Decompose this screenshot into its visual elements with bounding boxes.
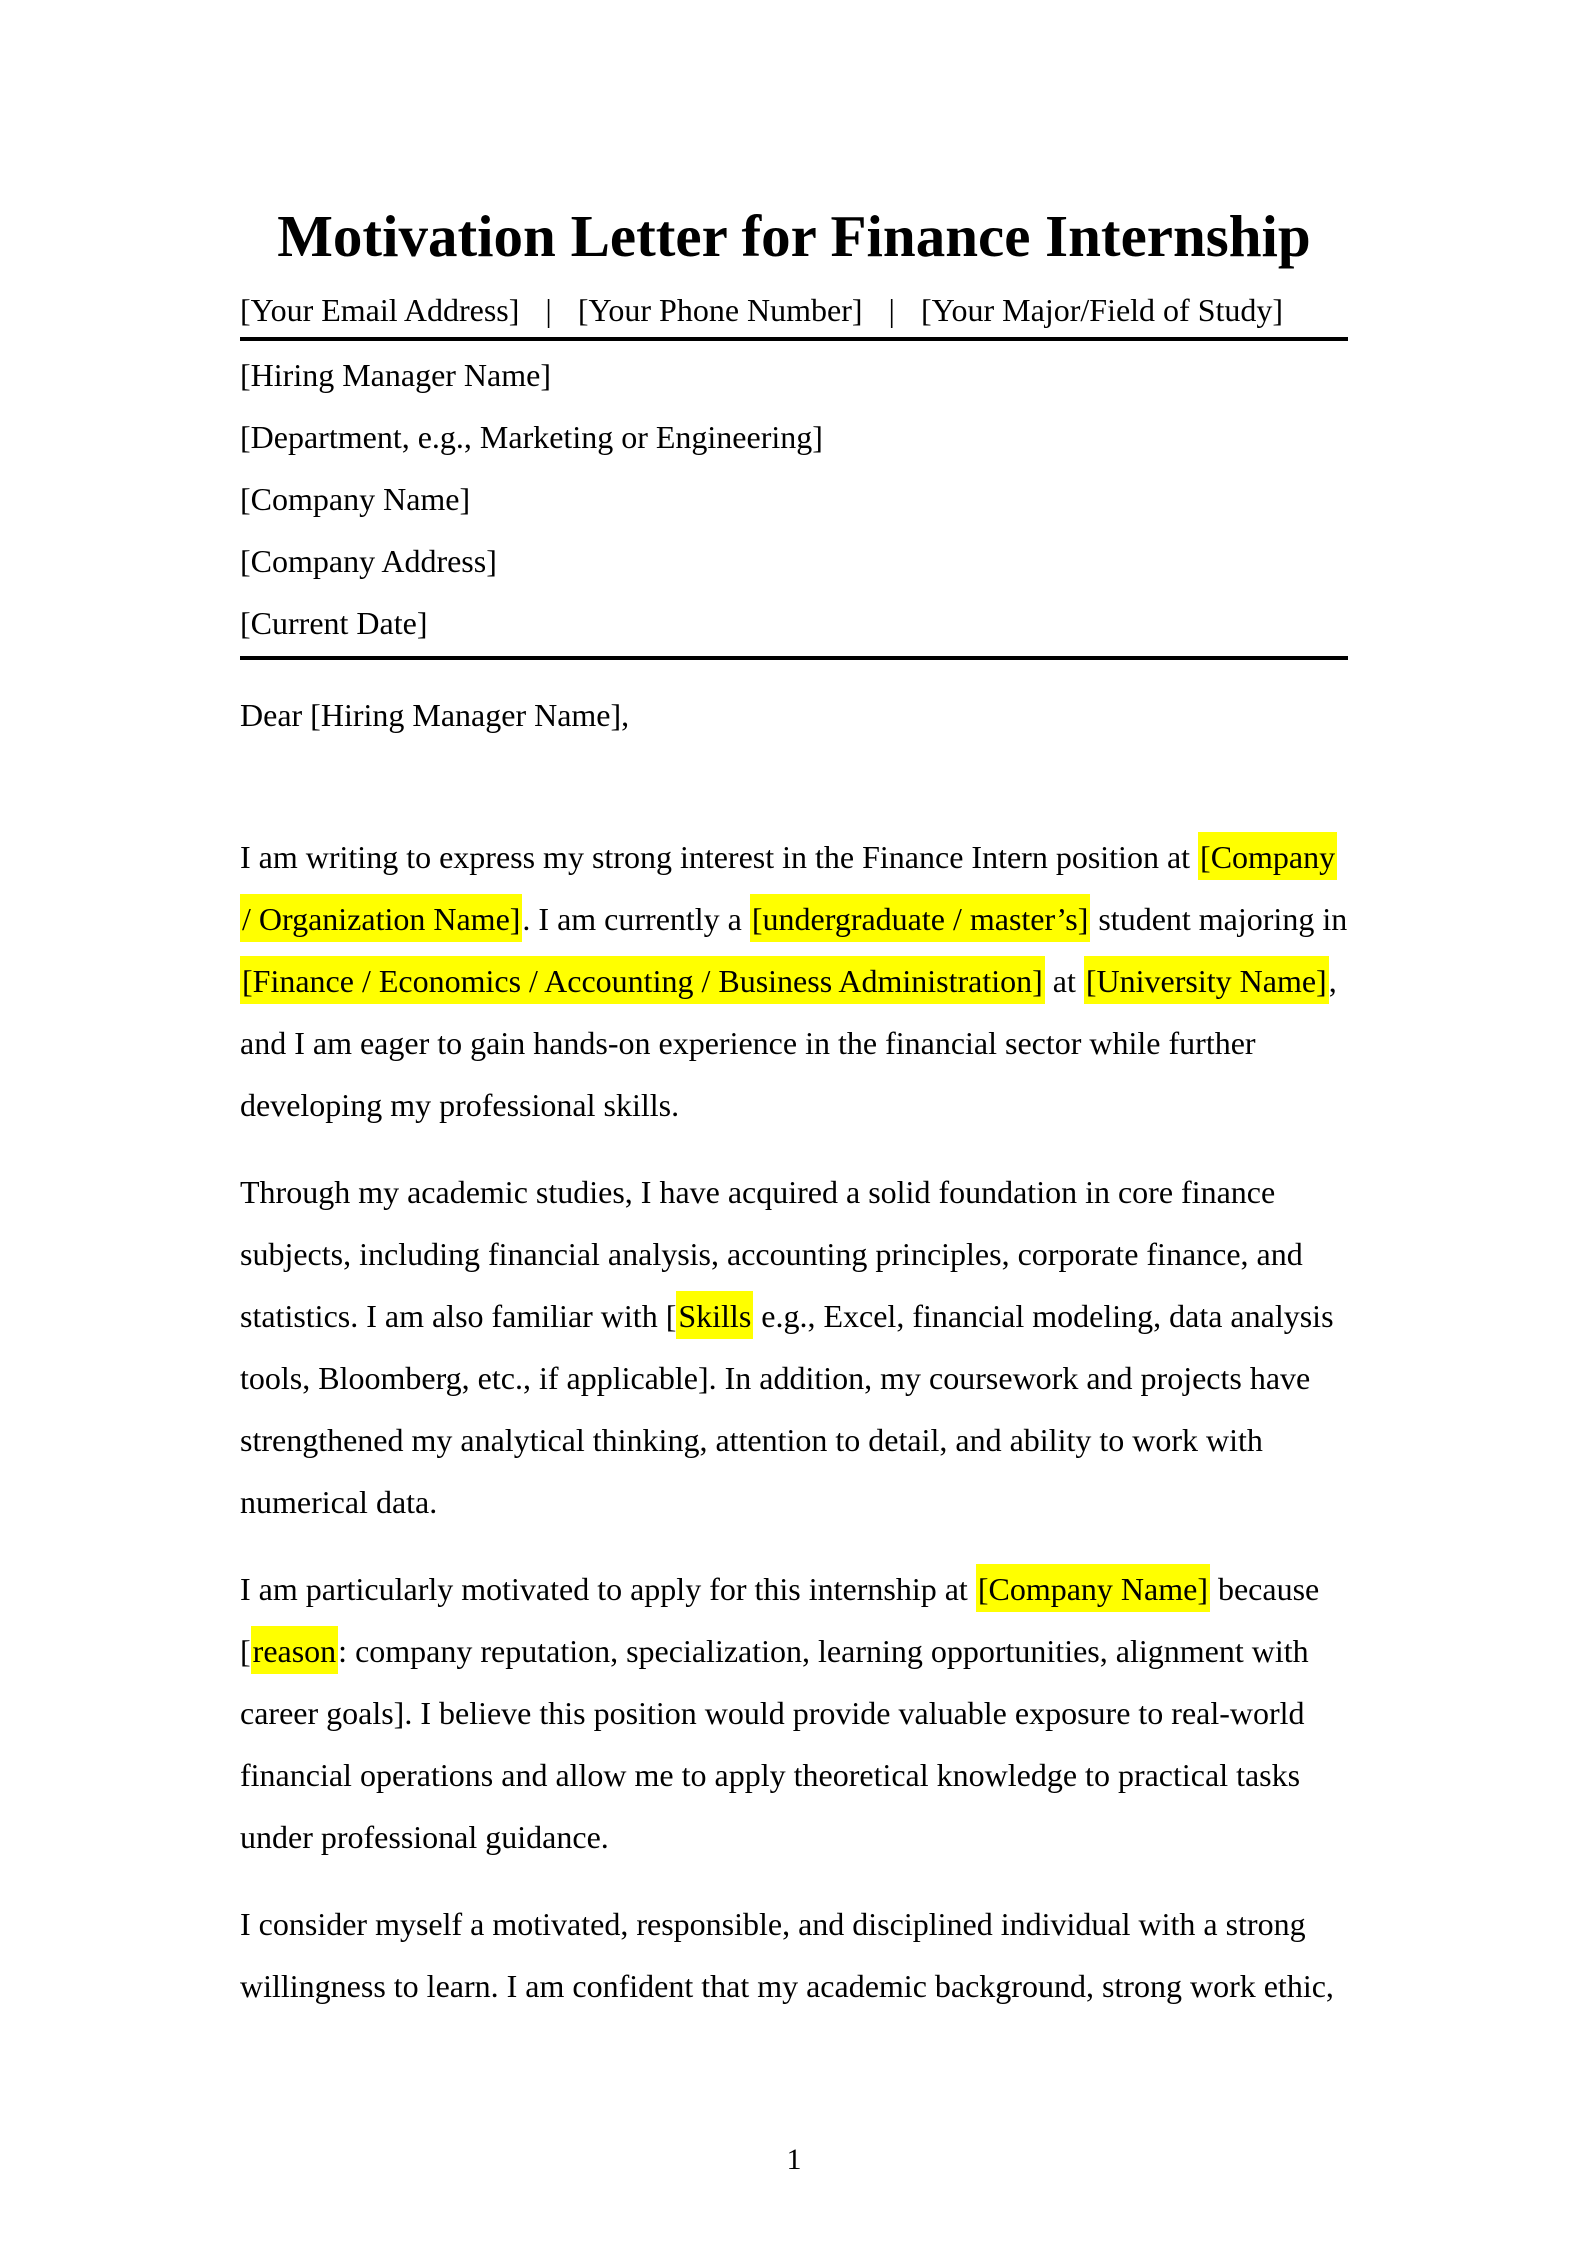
highlight-placeholder: / Organization Name] [240, 894, 522, 942]
highlight-placeholder: Skills [676, 1291, 753, 1339]
document-title: Motivation Letter for Finance Internship [277, 203, 1311, 269]
contact-separator: | [888, 292, 895, 328]
paragraph-line [240, 1682, 1348, 1744]
paragraph-line [240, 1347, 1348, 1409]
paragraph-line [240, 1744, 1348, 1806]
highlight-placeholder: reason [251, 1626, 339, 1674]
letter-paragraph [240, 1558, 1348, 1868]
text-segment: tools, Bloomberg, etc., if applicable]. In addition, my coursework and projects have [240, 1360, 1311, 1396]
highlight-placeholder: [Company [1198, 832, 1337, 880]
divider-bottom [240, 656, 1348, 660]
salutation: Dear [Hiring Manager Name], [240, 697, 630, 733]
text-segment: I am writing to express my strong interest in the Finance Intern position at [240, 839, 1199, 875]
text-segment: I consider myself a motivated, responsible, and disciplined individual with a strong [240, 1906, 1306, 1942]
text-segment: developing my professional skills. [240, 1087, 680, 1123]
text-segment: , [1328, 963, 1337, 999]
text-segment: student majoring in [1090, 901, 1348, 937]
text-segment: under professional guidance. [240, 1819, 609, 1855]
paragraph-line [240, 1285, 1348, 1347]
contact-info-line [240, 288, 1348, 332]
page-number: 1 [786, 2143, 802, 2176]
paragraph-line [240, 1161, 1348, 1223]
contact-item: [Your Phone Number] [577, 292, 863, 328]
recipient-line: [Company Name] [240, 481, 471, 517]
text-segment: willingness to learn. I am confident that my academic background, strong work ethic, [240, 1968, 1334, 2004]
text-segment: [ [240, 1633, 251, 1669]
paragraph-line [240, 1012, 1348, 1074]
highlight-placeholder: [undergraduate / master’s] [750, 894, 1090, 942]
paragraph-line [240, 950, 1348, 1012]
paragraph-line [240, 1893, 1348, 1955]
recipient-block [240, 344, 1348, 654]
text-segment: career goals]. I believe this position would provide valuable exposure to real-world [240, 1695, 1305, 1731]
text-segment: Through my academic studies, I have acquired a solid foundation in core finance [240, 1174, 1276, 1210]
letter-body [240, 826, 1348, 2017]
text-segment: : company reputation, specialization, learning opportunities, alignment with [338, 1633, 1309, 1669]
paragraph-line [240, 826, 1348, 888]
text-segment: at [1044, 963, 1084, 999]
paragraph-line [240, 1471, 1348, 1533]
text-segment: and I am eager to gain hands-on experience in the financial sector while further [240, 1025, 1256, 1061]
highlight-placeholder: [Company Name] [976, 1564, 1210, 1612]
text-segment: I am particularly motivated to apply for this internship at [240, 1571, 976, 1607]
recipient-line: [Hiring Manager Name] [240, 357, 551, 393]
paragraph-line [240, 1558, 1348, 1620]
paragraph-line [240, 1223, 1348, 1285]
text-segment: because [1209, 1571, 1320, 1607]
recipient-line: [Company Address] [240, 543, 497, 579]
paragraph-line [240, 1409, 1348, 1471]
letter-paragraph [240, 1161, 1348, 1533]
contact-separator: | [545, 292, 552, 328]
text-segment: . I am currently a [522, 901, 750, 937]
text-segment: numerical data. [240, 1484, 438, 1520]
divider-top [240, 337, 1348, 341]
text-segment: strengthened my analytical thinking, attention to detail, and ability to work with [240, 1422, 1263, 1458]
contact-item: [Your Email Address] [240, 292, 520, 328]
letter-paragraph [240, 826, 1348, 1136]
recipient-line: [Department, e.g., Marketing or Engineering] [240, 419, 823, 455]
text-segment: statistics. I am also familiar with [ [240, 1298, 677, 1334]
paragraph-line [240, 1074, 1348, 1136]
highlight-placeholder: [University Name] [1084, 956, 1329, 1004]
text-segment: e.g., Excel, financial modeling, data analysis [753, 1298, 1334, 1334]
recipient-line: [Current Date] [240, 605, 428, 641]
paragraph-line [240, 888, 1348, 950]
highlight-placeholder: [Finance / Economics / Accounting / Business Administration] [240, 956, 1045, 1004]
contact-item: [Your Major/Field of Study] [920, 292, 1284, 328]
paragraph-line [240, 1955, 1348, 2017]
text-segment: subjects, including financial analysis, accounting principles, corporate finance, and [240, 1236, 1303, 1272]
paragraph-line [240, 1806, 1348, 1868]
text-segment: financial operations and allow me to apply theoretical knowledge to practical tasks [240, 1757, 1301, 1793]
paragraph-line [240, 1620, 1348, 1682]
letter-paragraph [240, 1893, 1348, 2017]
